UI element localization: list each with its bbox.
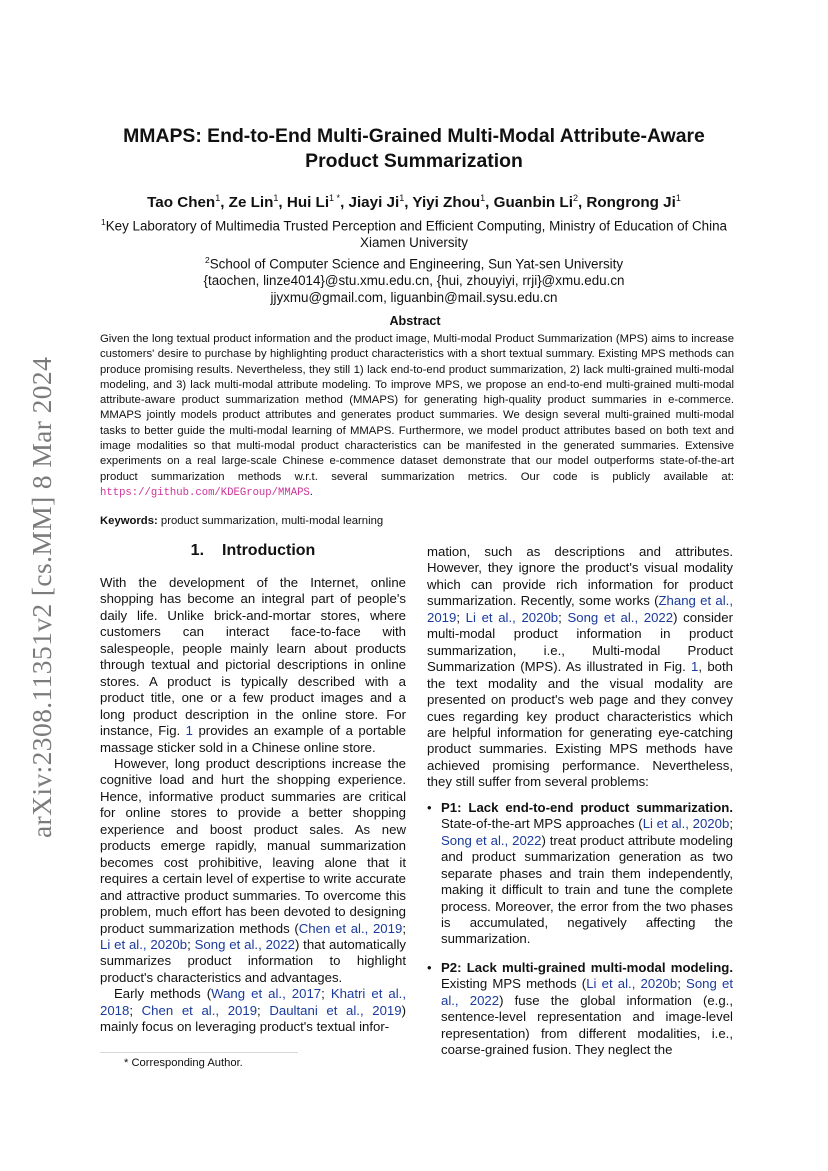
text-run: ) consider multi-modal product information in product summarization, i.e., Multi-modal Product Summarization (MPS). As illustrated in Fig.	[427, 609, 733, 675]
text-run: ) fuse the global information (e.g., sentence-level representation and image-level representation) from different modalities, i.e., coarse-grained fusion. They neglect the	[441, 992, 733, 1058]
author-emails-1: {taochen, linze4014}@stu.xmu.edu.cn, {hui, zhouyiyi, rrji}@xmu.edu.cn	[203, 273, 625, 289]
footnote-divider	[100, 1052, 298, 1053]
citation-link[interactable]: Song et al., 2022	[194, 936, 295, 952]
author-emails-2: jjyxmu@gmail.com, liguanbin@mail.sysu.edu.cn	[270, 289, 558, 305]
author-affiliation-mark: 1	[675, 193, 681, 203]
text-run: , both the text modality and the visual modality are presented on product's web page and they convey cues regarding key product characteristics which are helpful information for generating eye-catching product summaries. Existing MPS methods have achieved promising performance. Nevertheless, they still suffer from several problems:	[427, 659, 734, 790]
paragraph	[100, 575, 406, 756]
title-line-1: MMAPS: End-to-End Multi-Grained Multi-Modal Attribute-Aware	[123, 125, 705, 147]
abstract-text: Given the long textual product information and the product image, Multi-modal Product Summarization (MPS) aims to increase customers' desire to purchase by highlighting product characteristics with a short textual summary. Existing MPS methods can produce promising results. Nevertheless, they still 1) lack end-to-end product summarization, 2) lack multi-grained multi-modal modeling, and 3) lack multi-modal attribute modeling. To improve MPS, we propose an end-to-end multi-grained multi-modal attribute-aware product summarization method (MMAPS) for generating high-quality product summaries in e-commerce. MMAPS jointly models product attributes and generates product summaries. We design several multi-grained multi-modal tasks to better guide the multi-modal learning of MMAPS. Furthermore, we model product attributes based on both text and image modalities so that multi-modal product characteristics can be manifested in the generated summaries. Extensive experiments on a real large-scale Chinese e-commence dataset demonstrate that our model outperforms state-of-the-art product summarization methods w.r.t. several summarization metrics. Our code is publicly available at:	[100, 333, 734, 483]
citation-link[interactable]: Song et al., 2022	[567, 609, 674, 625]
section-heading	[100, 542, 406, 560]
text-run: However, long product descriptions increase the cognitive load and hurt the shopping experience. Hence, informative product summaries are critical for online stores to provide a better shopping experience and boost product sales. As new products emerge rapidly, manual summarization becomes cost prohibitive, leaving alone that it requires a certain level of expertise to write accurate and attractive product summaries. To overcome this problem, much effort has been devoted to designing product summarization methods (	[100, 755, 406, 936]
author-affiliation-mark: 1	[215, 193, 221, 203]
citation-link[interactable]: Daultani et al., 2019	[269, 1002, 402, 1018]
text-run: ) treat product attribute modeling and product summarization generation as two separate phases and train them independently, making it difficult to train and tune the complete process. Moreover, the error from the two phases is accumulated, negatively affecting the summarization.	[441, 832, 734, 947]
problem-title: P1: Lack end-to-end product summarization.	[441, 799, 733, 815]
abstract-end: .	[309, 485, 313, 498]
author-affiliation-mark: 1	[480, 193, 486, 203]
affiliation-1-university: Xiamen University	[360, 235, 468, 251]
citation-separator: ;	[456, 609, 466, 625]
affiliation-1	[60, 214, 768, 235]
text-run: State-of-the-art MPS approaches (	[441, 816, 643, 832]
affiliation-mark: 2	[204, 254, 210, 265]
citation-link[interactable]: Li et al., 2020b	[465, 609, 559, 625]
keywords-label: Keywords:	[100, 515, 158, 527]
author	[147, 194, 220, 211]
abstract-heading: Abstract	[389, 314, 441, 328]
text-run: mation, such as descriptions and attributes. However, they ignore the product's visual modality which can provide rich information for product summarization. Recently, some works (	[427, 544, 733, 609]
figure-reference[interactable]: 1	[185, 723, 194, 739]
figure-reference[interactable]: 1	[691, 659, 699, 675]
author-block	[60, 188, 768, 307]
affiliation-text: Key Laboratory of Multimedia Trusted Perception and Efficient Computing, Ministry of Education of China	[105, 218, 727, 234]
affiliation-2	[60, 252, 768, 273]
author	[229, 194, 279, 211]
left-column	[100, 575, 406, 1036]
paragraph	[427, 544, 733, 791]
keywords-text: product summarization, multi-modal learning	[160, 515, 384, 527]
text-run: ) mainly focus on leveraging product's textual infor-	[100, 1002, 407, 1035]
text-run: provides an example of a portable massage sticker sold in a Chinese online store.	[100, 723, 407, 755]
text-run: With the development of the Internet, online shopping has become an integral part of people's daily life. Unlike brick-and-mortar stores, where customers can interact face-to-face with salespeople, people mainly learn about products through textual and pictorial descriptions in online stores. A product is typically described with a product title, one or a few product images and a long product description in the online store. For instance, Fig.	[100, 575, 406, 739]
problem-item-p2	[427, 960, 733, 1059]
bullet-icon: •	[427, 799, 432, 815]
text-run: Early methods (	[114, 986, 212, 1002]
citation-separator: ;	[321, 986, 331, 1002]
citation-separator: ;	[129, 1002, 142, 1018]
author	[349, 194, 405, 211]
author	[287, 194, 340, 211]
author-name: Hui Li	[286, 194, 330, 212]
author-name: Tao Chen	[147, 194, 216, 212]
arxiv-identifier: arXiv:2308.11351v2 [cs.MM] 8 Mar 2024	[26, 356, 57, 839]
text-run: ) that automatically summarizes product information to highlight product's characteristics and advantages.	[100, 936, 407, 985]
citation-link[interactable]: Zhang et al., 2019	[427, 593, 733, 625]
paragraph	[100, 986, 406, 1035]
citation-separator: ;	[257, 1002, 270, 1018]
citation-link[interactable]: Song et al., 2022	[441, 976, 733, 1008]
author-name: Guanbin Li	[493, 194, 573, 212]
author-name: Yiyi Zhou	[412, 194, 481, 212]
bullet-icon: •	[427, 959, 432, 975]
section-number: 1.	[190, 542, 205, 559]
affiliation-text: School of Computer Science and Engineering, Sun Yat-sen University	[209, 256, 624, 272]
citation-separator: ;	[677, 976, 687, 992]
author-affiliation-mark: 1	[273, 193, 279, 203]
paragraph	[100, 756, 406, 986]
citation-link[interactable]: Khatri et al., 2018	[100, 986, 406, 1018]
section-title: Introduction	[222, 542, 316, 559]
title-line-2: Product Summarization	[305, 150, 523, 172]
citation-link[interactable]: Li et al., 2020b	[100, 936, 188, 952]
author	[586, 194, 680, 211]
citation-separator: ;	[187, 936, 195, 952]
citation-link[interactable]: Chen et al., 2019	[141, 1002, 258, 1018]
citation-link[interactable]: Song et al., 2022	[441, 832, 542, 848]
citation-separator: ;	[402, 920, 406, 936]
citation-link[interactable]: Li et al., 2020b	[586, 976, 678, 992]
author	[412, 194, 485, 211]
abstract-body	[100, 332, 734, 501]
problem-title: P2: Lack multi-grained multi-modal modeling.	[441, 959, 733, 975]
author-name: Rongrong Ji	[586, 194, 676, 212]
paper-title	[90, 124, 738, 174]
author-names: Tao Chen$^1$, Ze Lin$^1$, Hui $Li^{1 *}$, Jiayi Ji$^1$, Yiyi Zhou$^1$, Guanbin Li$^2$, Rongrong Ji$^1$	[147, 193, 681, 212]
text-run: Existing MPS methods (	[441, 976, 587, 992]
problem-item-p1	[427, 800, 733, 948]
author-affiliation-mark: 2	[572, 193, 578, 203]
citation-separator: ;	[729, 816, 733, 832]
author-name: Ze Lin	[228, 194, 274, 212]
citation-link[interactable]: Li et al., 2020b	[642, 816, 730, 832]
footnote: * Corresponding Author.	[124, 1057, 243, 1069]
author-affiliation-mark: 1 *	[329, 193, 341, 203]
affiliation-mark: 1	[101, 217, 106, 228]
citation-link[interactable]: Wang et al., 2017	[211, 986, 322, 1002]
keywords	[100, 515, 383, 527]
author-name: Jiayi Ji	[348, 194, 400, 212]
author	[494, 194, 578, 211]
code-repository-link[interactable]: https://github.com/KDEGroup/MMAPS	[100, 486, 310, 499]
citation-link[interactable]: Chen et al., 2019	[298, 920, 403, 936]
right-column	[427, 544, 733, 1059]
citation-separator: ;	[558, 609, 568, 625]
author-affiliation-mark: 1	[399, 193, 405, 203]
